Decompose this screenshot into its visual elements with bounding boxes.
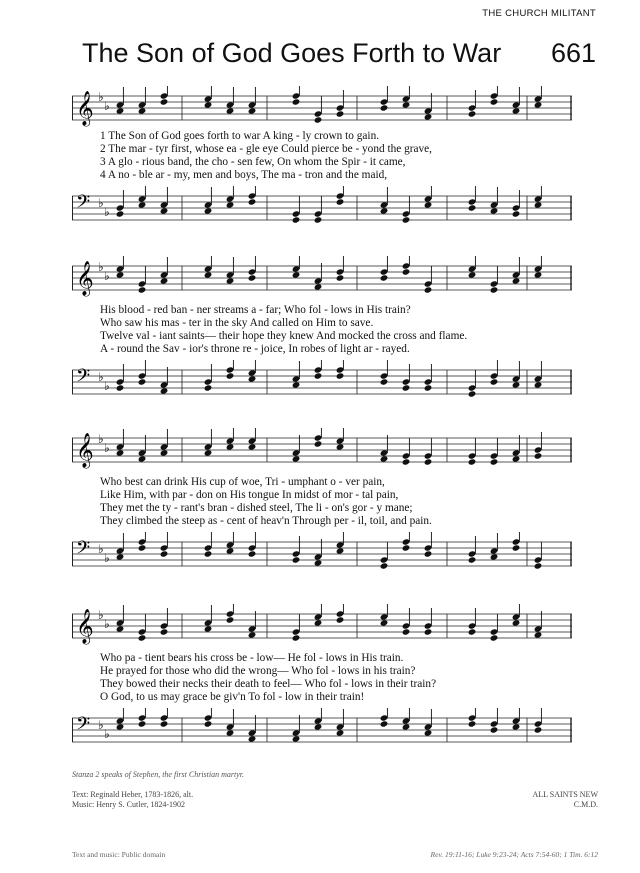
bass-staff-graphic — [72, 360, 572, 404]
bass-staff — [72, 186, 572, 230]
note-head — [380, 207, 389, 214]
note-head — [138, 455, 147, 462]
flat-icon: ♭ — [98, 196, 104, 210]
lyric-line: O God, to us may grace be giv'n To fol - low in their train! — [100, 691, 365, 703]
note-head — [336, 443, 345, 450]
meter: C.M.D. — [573, 800, 598, 809]
note-head — [490, 207, 499, 214]
note-head — [226, 107, 235, 114]
note-head — [468, 271, 477, 278]
treble-clef-icon: 𝄞 — [76, 91, 94, 126]
note-head — [204, 625, 213, 632]
note-head — [160, 720, 169, 727]
lyric-line: His blood - red ban - ner streams a - far; Who fol - lows in His train? — [100, 304, 411, 316]
music-credit: Music: Henry S. Cutler, 1824-1902 — [72, 800, 186, 809]
note-head — [512, 210, 521, 217]
note-head — [204, 384, 213, 391]
lyric-line: They met the ty - rant's bran - dished steel, The li - on's gor - y mane; — [100, 502, 413, 514]
lyric-line: Like Him, with par - don on His tongue In midst of mor - tal pain, — [100, 489, 399, 501]
note-head — [424, 286, 433, 293]
note-head — [336, 110, 345, 117]
note-head — [160, 207, 169, 214]
note-head — [314, 116, 323, 123]
note-head — [160, 387, 169, 394]
flat-icon: ♭ — [98, 370, 104, 384]
treble-clef-icon: 𝄞 — [76, 609, 94, 644]
copyright-notice: Text and music: Public domain — [72, 850, 166, 859]
note-head — [248, 631, 257, 638]
lyrics-block — [100, 130, 570, 182]
note-head — [402, 384, 411, 391]
flat-icon: ♭ — [104, 441, 110, 455]
note-head — [490, 726, 499, 733]
note-head — [116, 384, 125, 391]
note-head — [292, 455, 301, 462]
note-head — [314, 619, 323, 626]
treble-staff-graphic — [72, 256, 572, 300]
note-head — [226, 443, 235, 450]
bass-staff-graphic — [72, 532, 572, 576]
note-head — [402, 628, 411, 635]
note-head — [116, 723, 125, 730]
note-head — [336, 547, 345, 554]
note-head — [380, 274, 389, 281]
note-head — [534, 562, 543, 569]
note-head — [490, 378, 499, 385]
note-head — [380, 720, 389, 727]
note-head — [160, 98, 169, 105]
note-head — [490, 634, 499, 641]
flat-icon: ♭ — [104, 269, 110, 283]
note-head — [380, 562, 389, 569]
note-head — [292, 271, 301, 278]
note-head — [534, 271, 543, 278]
note-head — [490, 553, 499, 560]
note-head — [226, 729, 235, 736]
note-head — [534, 726, 543, 733]
bass-staff — [72, 532, 572, 576]
note-head — [336, 616, 345, 623]
treble-staff — [72, 604, 572, 648]
note-head — [402, 458, 411, 465]
note-head — [204, 720, 213, 727]
note-head — [138, 107, 147, 114]
note-head — [424, 458, 433, 465]
note-head — [534, 101, 543, 108]
flat-icon: ♭ — [98, 718, 104, 732]
note-head — [402, 268, 411, 275]
note-head — [292, 216, 301, 223]
note-head — [138, 201, 147, 208]
lyrics-block — [100, 476, 570, 528]
note-head — [512, 723, 521, 730]
note-head — [248, 550, 257, 557]
flat-icon: ♭ — [98, 542, 104, 556]
treble-clef-icon: 𝄞 — [76, 433, 94, 468]
note-head — [160, 277, 169, 284]
flat-icon: ♭ — [104, 205, 110, 219]
note-head — [226, 372, 235, 379]
note-head — [116, 271, 125, 278]
note-head — [512, 544, 521, 551]
note-head — [424, 628, 433, 635]
note-head — [336, 274, 345, 281]
note-head — [160, 628, 169, 635]
note-head — [204, 207, 213, 214]
note-head — [512, 619, 521, 626]
lyric-line: They bowed their necks their death to feel— Who fol - lows in their train? — [100, 678, 437, 690]
note-head — [292, 634, 301, 641]
lyrics-block — [100, 652, 570, 704]
note-head — [314, 283, 323, 290]
note-head — [336, 372, 345, 379]
note-head — [116, 210, 125, 217]
flat-icon: ♭ — [98, 90, 104, 104]
note-head — [204, 449, 213, 456]
bass-staff — [72, 360, 572, 404]
note-head — [292, 556, 301, 563]
footnote: Stanza 2 speaks of Stephen, the first Christian martyr. — [72, 770, 244, 779]
note-head — [468, 390, 477, 397]
treble-staff-graphic — [72, 604, 572, 648]
flat-icon: ♭ — [98, 608, 104, 622]
note-head — [292, 381, 301, 388]
lyric-line: 3 A glo - rious band, the cho - sen few, On whom the Spir - it came, — [100, 156, 406, 168]
hymn-title: The Son of God Goes Forth to War — [82, 38, 502, 68]
note-head — [116, 449, 125, 456]
flat-icon: ♭ — [104, 379, 110, 393]
note-head — [226, 201, 235, 208]
bass-staff-graphic — [72, 708, 572, 752]
note-head — [424, 384, 433, 391]
bass-clef-icon: 𝄢 — [76, 714, 91, 739]
note-head — [226, 277, 235, 284]
note-head — [468, 110, 477, 117]
note-head — [314, 723, 323, 730]
note-head — [138, 720, 147, 727]
note-head — [292, 98, 301, 105]
note-head — [380, 378, 389, 385]
note-head — [512, 381, 521, 388]
treble-staff — [72, 86, 572, 130]
note-head — [402, 101, 411, 108]
treble-clef-icon: 𝄞 — [76, 261, 94, 296]
hymn-number: 661 — [550, 38, 596, 68]
note-head — [226, 547, 235, 554]
note-head — [138, 378, 147, 385]
note-head — [424, 550, 433, 557]
note-head — [116, 553, 125, 560]
note-head — [490, 286, 499, 293]
flat-icon: ♭ — [98, 260, 104, 274]
bass-staff — [72, 708, 572, 752]
treble-staff-graphic — [72, 428, 572, 472]
note-head — [534, 201, 543, 208]
lyric-line: They climbed the steep as - cent of heav'n Through per - il, toil, and pain. — [100, 515, 432, 527]
lyric-line: Who saw his mas - ter in the sky And called on Him to save. — [100, 317, 374, 329]
flat-icon: ♭ — [104, 551, 110, 565]
flat-icon: ♭ — [104, 727, 110, 741]
lyric-line: Twelve val - iant saints— their hope they knew And mocked the cross and flame. — [100, 330, 468, 342]
treble-staff-graphic — [72, 86, 572, 130]
note-head — [468, 556, 477, 563]
note-head — [204, 271, 213, 278]
note-head — [512, 277, 521, 284]
note-head — [314, 372, 323, 379]
lyric-line: 4 A no - ble ar - my, men and boys, The ma - tron and the maid, — [100, 169, 388, 181]
note-head — [380, 619, 389, 626]
scripture-references: Rev. 19:11-16; Luke 9:23-24; Acts 7:54-60; 1 Tim. 6:12 — [430, 850, 598, 859]
note-head — [248, 443, 257, 450]
bass-clef-icon: 𝄢 — [76, 366, 91, 391]
bass-clef-icon: 𝄢 — [76, 192, 91, 217]
lyric-line: He prayed for those who did the wrong— Who fol - lows in his train? — [100, 665, 416, 677]
note-head — [424, 729, 433, 736]
note-head — [138, 286, 147, 293]
note-head — [468, 204, 477, 211]
lyrics-block — [100, 304, 570, 356]
note-head — [116, 625, 125, 632]
note-head — [512, 107, 521, 114]
note-head — [424, 201, 433, 208]
note-head — [468, 628, 477, 635]
note-head — [292, 735, 301, 742]
note-head — [490, 458, 499, 465]
note-head — [160, 550, 169, 557]
text-credit: Text: Reginald Heber, 1783-1826, alt. — [72, 790, 194, 799]
note-head — [314, 216, 323, 223]
tune-name: ALL SAINTS NEW — [532, 790, 598, 799]
lyric-line: A - round the Sav - ior's throne re - joice, In robes of light ar - rayed. — [100, 343, 410, 355]
note-head — [402, 216, 411, 223]
note-head — [204, 550, 213, 557]
note-head — [534, 452, 543, 459]
note-head — [116, 107, 125, 114]
note-head — [534, 631, 543, 638]
note-head — [226, 616, 235, 623]
bass-clef-icon: 𝄢 — [76, 538, 91, 563]
lyric-line: 2 The mar - tyr first, whose ea - gle eye Could pierce be - yond the grave, — [100, 143, 432, 155]
note-head — [138, 544, 147, 551]
lyric-line: Who best can drink His cup of woe, Tri - umphant o - ver pain, — [100, 476, 385, 488]
note-head — [248, 107, 257, 114]
note-head — [160, 449, 169, 456]
note-head — [314, 559, 323, 566]
note-head — [468, 458, 477, 465]
note-head — [336, 198, 345, 205]
note-head — [402, 723, 411, 730]
note-head — [380, 455, 389, 462]
flat-icon: ♭ — [104, 99, 110, 113]
note-head — [138, 634, 147, 641]
note-head — [424, 113, 433, 120]
flat-icon: ♭ — [104, 617, 110, 631]
treble-staff — [72, 428, 572, 472]
lyric-line: Who pa - tient bears his cross be - low— He fol - lows in His train. — [100, 652, 404, 664]
lyric-line: 1 The Son of God goes forth to war A king - ly crown to gain. — [100, 130, 380, 142]
note-head — [204, 101, 213, 108]
note-head — [248, 735, 257, 742]
note-head — [402, 544, 411, 551]
note-head — [314, 440, 323, 447]
note-head — [468, 720, 477, 727]
section-label: THE CHURCH MILITANT — [482, 8, 596, 19]
note-head — [490, 98, 499, 105]
bass-staff-graphic — [72, 186, 572, 230]
note-head — [512, 455, 521, 462]
treble-staff — [72, 256, 572, 300]
note-head — [248, 274, 257, 281]
note-head — [248, 375, 257, 382]
flat-icon: ♭ — [98, 432, 104, 446]
note-head — [336, 729, 345, 736]
note-head — [248, 198, 257, 205]
note-head — [380, 104, 389, 111]
note-head — [534, 381, 543, 388]
